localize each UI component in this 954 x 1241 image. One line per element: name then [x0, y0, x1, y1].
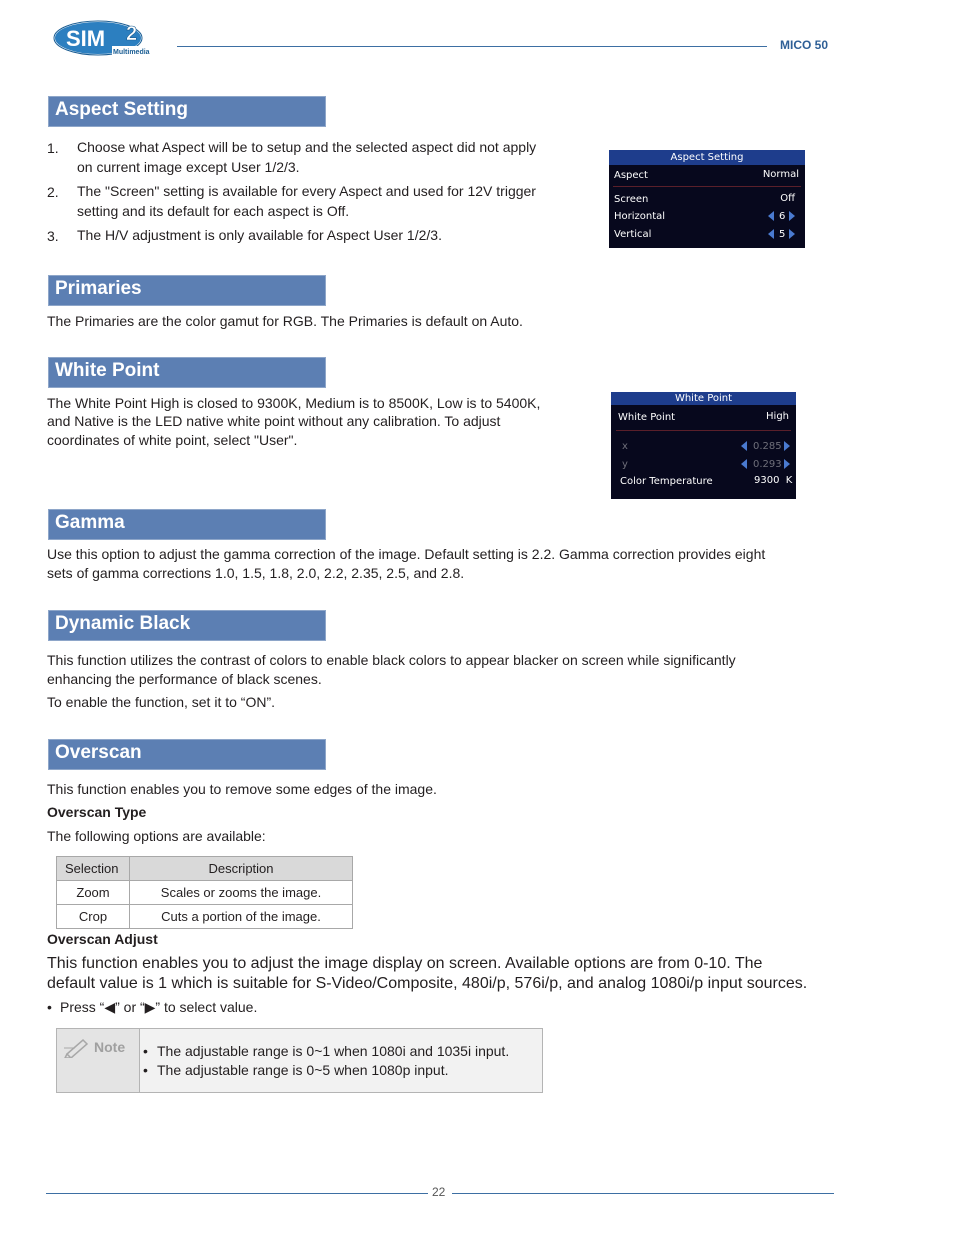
list-item-text: Choose what Aspect will be to setup and the selected aspect did not apply — [77, 139, 537, 155]
section-heading-aspect-setting — [48, 96, 326, 127]
osd-title: White Point — [611, 392, 796, 405]
bullet-icon: • — [143, 1062, 148, 1078]
osd-value: 5 — [779, 229, 786, 240]
section-heading-overscan — [48, 739, 326, 770]
osd-label: White Point — [618, 412, 676, 423]
section-heading-dynamic-black — [48, 610, 326, 641]
note-label: Note — [94, 1039, 126, 1055]
osd-label: Horizontal — [614, 211, 666, 222]
osd-label: Aspect — [614, 170, 648, 181]
overscan-intro: This function enables you to remove some edges of the image. — [47, 781, 437, 797]
bullet-icon: • — [47, 999, 52, 1015]
table-row — [57, 905, 353, 929]
white-point-osd-screenshot — [611, 392, 796, 499]
osd-value: 0.293 — [753, 459, 782, 470]
pencil-note-icon — [63, 1036, 91, 1058]
list-item-text: The H/V adjustment is only available for Aspect User 1/2/3. — [77, 227, 442, 243]
osd-label: Screen — [614, 194, 649, 205]
paragraph-line: and Native is the LED native white point without any calibration. To adjust — [47, 413, 501, 429]
paragraph-line: default value is 1 which is suitable for S-Video/Composite, 480i/p, 576i/p, and analog 1080i/p input sources. — [47, 975, 808, 992]
note-label-cell — [57, 1029, 140, 1092]
osd-label: Vertical — [614, 229, 652, 240]
right-arrow-icon — [789, 229, 795, 239]
section-title: White Point — [55, 360, 160, 381]
overscan-options-table — [56, 856, 353, 929]
list-number: 2. — [47, 184, 59, 200]
paragraph-line: sets of gamma corrections 1.0, 1.5, 1.8, 2.0, 2.2, 2.35, 2.5, and 2.8. — [47, 565, 465, 581]
section-title: Primaries — [55, 278, 142, 299]
table-cell: Scales or zooms the image. — [130, 881, 353, 905]
list-number: 3. — [47, 228, 59, 244]
sim2-logo — [52, 14, 156, 58]
header-rule — [177, 46, 767, 47]
paragraph-line: coordinates of white point, select "User". — [47, 432, 298, 448]
osd-divider — [613, 186, 801, 187]
list-item-text: The "Screen" setting is available for every Aspect and used for 12V trigger — [77, 183, 536, 199]
paragraph-line: The White Point High is closed to 9300K, Medium is to 8500K, Low is to 5400K, — [47, 395, 541, 411]
table-cell: Cuts a portion of the image. — [130, 905, 353, 929]
model-name: MICO 50 — [780, 38, 829, 52]
table-header-cell: Selection — [57, 857, 130, 881]
left-arrow-icon — [741, 459, 747, 469]
osd-value: Normal — [762, 169, 799, 180]
osd-value: 6 — [779, 211, 786, 222]
osd-title: Aspect Setting — [609, 150, 805, 165]
paragraph-line: This function enables you to adjust the image display on screen. Available options are from 0-10. The — [47, 955, 763, 972]
table-row — [57, 881, 353, 905]
section-heading-gamma — [48, 509, 326, 540]
paragraph-line: This function utilizes the contrast of colors to enable black colors to appear blacker on screen while significantly — [47, 652, 736, 668]
osd-divider — [616, 430, 791, 431]
list-number: 1. — [47, 140, 59, 156]
osd-value: 0.285 — [753, 441, 782, 452]
press-bullet-text: Press “◀” or “▶” to select value. — [60, 999, 258, 1015]
svg-text:2: 2 — [126, 23, 138, 45]
table-header-row — [57, 857, 353, 881]
right-arrow-icon — [784, 459, 790, 469]
osd-label: y — [622, 459, 628, 470]
page-number: 22 — [432, 1185, 446, 1199]
bullet-icon: • — [143, 1043, 148, 1059]
list-item-text: setting and its default for each aspect is Off. — [77, 203, 350, 219]
overscan-adjust-heading: Overscan Adjust — [47, 931, 158, 947]
section-heading-white-point — [48, 357, 326, 388]
paragraph-line: enhancing the performance of black scenes. — [47, 671, 322, 687]
osd-value: 9300 K — [754, 475, 793, 486]
osd-label: x — [622, 441, 628, 452]
table-header-cell: Description — [130, 857, 353, 881]
paragraph-line: To enable the function, set it to “ON”. — [47, 694, 276, 710]
table-cell: Zoom — [57, 881, 130, 905]
osd-label: Color Temperature — [620, 476, 713, 487]
left-arrow-icon — [768, 229, 774, 239]
primaries-text: The Primaries are the color gamut for RGB. The Primaries is default on Auto. — [47, 313, 523, 329]
svg-text:Multimedia: Multimedia — [113, 49, 150, 56]
section-title: Overscan — [55, 742, 142, 763]
svg-text:SIM: SIM — [66, 26, 106, 51]
overscan-type-heading: Overscan Type — [47, 804, 147, 820]
osd-value: Off — [780, 193, 795, 204]
note-box — [56, 1028, 543, 1093]
aspect-setting-osd-screenshot — [609, 150, 805, 248]
overscan-options-text: The following options are available: — [47, 828, 266, 844]
footer-rule-left — [46, 1193, 428, 1194]
note-item: The adjustable range is 0~1 when 1080i and 1035i input. — [157, 1043, 510, 1059]
table-cell: Crop — [57, 905, 130, 929]
right-arrow-icon — [789, 211, 795, 221]
section-title: Gamma — [55, 512, 125, 533]
left-arrow-icon — [741, 441, 747, 451]
paragraph-line: Use this option to adjust the gamma correction of the image. Default setting is 2.2. Gamma correction provides eight — [47, 546, 766, 562]
section-heading-primaries — [48, 275, 326, 306]
section-title: Dynamic Black — [55, 613, 191, 634]
note-item: The adjustable range is 0~5 when 1080p input. — [157, 1062, 449, 1078]
list-item-text: on current image except User 1/2/3. — [77, 159, 300, 175]
right-arrow-icon — [784, 441, 790, 451]
osd-value: High — [766, 411, 789, 422]
section-title: Aspect Setting — [55, 99, 189, 120]
left-arrow-icon — [768, 211, 774, 221]
footer-rule-right — [452, 1193, 834, 1194]
